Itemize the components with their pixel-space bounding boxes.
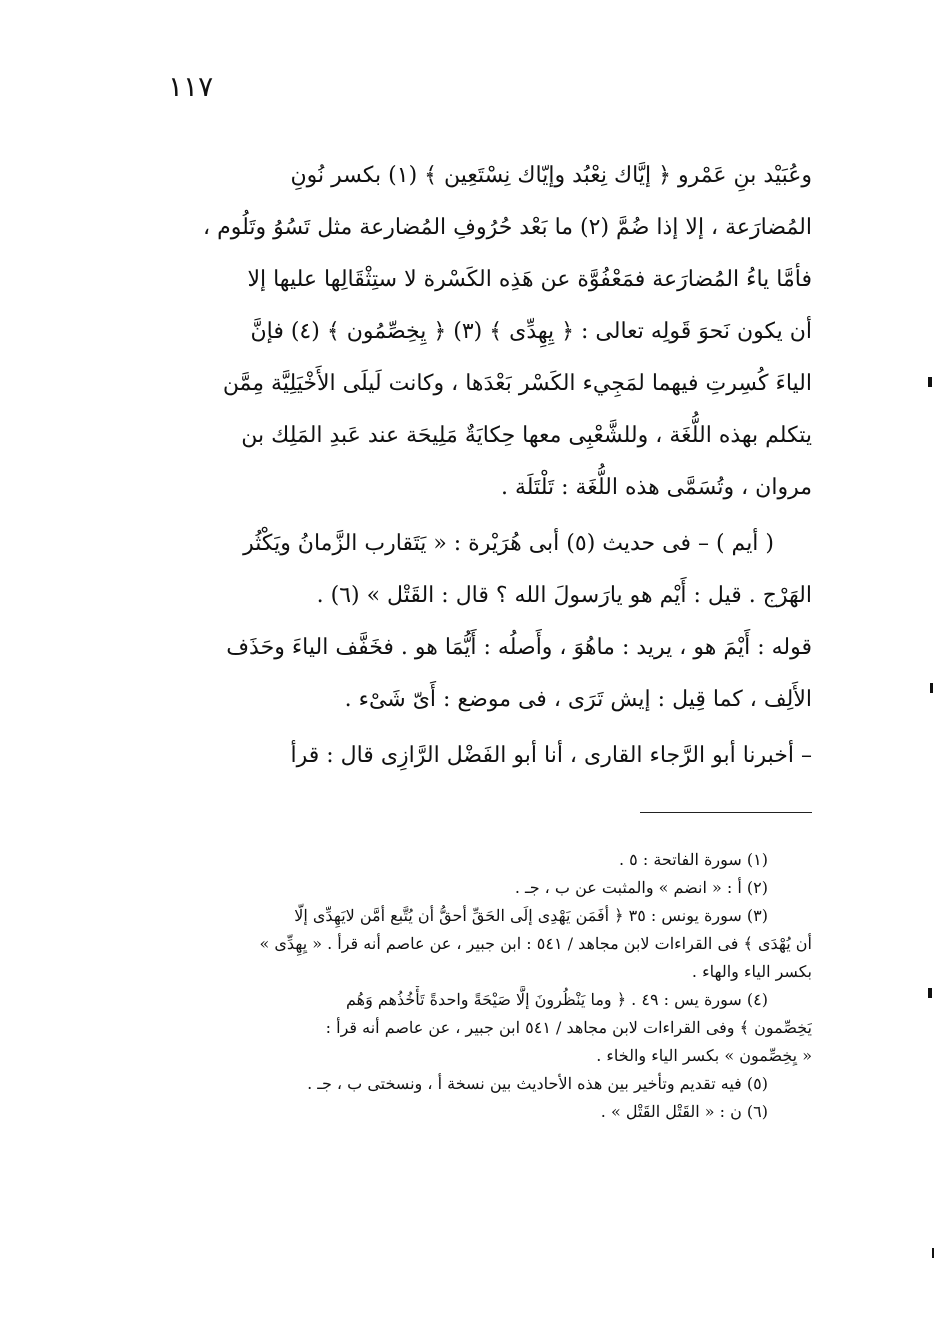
main-text: [136, 150, 812, 782]
text-line: الأَلِف ، كما قِيل : إيش تَرَى ، فى موضع : أَىّ شَىْء .: [344, 687, 812, 712]
text-line: ( أيم ) – فى حديث (٥) أبى هُرَيْرة : « يَتَقارب الزَّمانُ ويَكْثُر: [243, 531, 774, 556]
margin-mark: [930, 683, 933, 693]
footnote-line: (٣) سورة يونس : ٣٥ ﴿ أفَمَن يَهْدِى إلَى الحَقِّ أحقُّ أن يُتَّبع أمَّن لايَهِدِّى إلّا: [294, 906, 768, 925]
text-line: يتكلم بهذه اللُّغَة ، وللشَّعْبِى معها حِكايَةٌ مَلِيحَة عند عَبدِ المَلِك بن: [241, 423, 812, 448]
text-line: الياءَ كُسِرتِ فيهما لمَجِيء الكَسْر بَعْدَها ، وكانت لَيلَى الأَخْيَلِيَّة مِمَّن: [222, 371, 812, 396]
page-number: ١١٧: [168, 70, 214, 103]
margin-mark: [928, 377, 932, 387]
margin-mark: [932, 1248, 934, 1258]
footnote-line: (٦) ن : « القَتْل القَتْل » .: [600, 1102, 768, 1121]
footnote-line: أن يُهْدَى ﴾ فى القراءات لابن مجاهد / ٥٤١ : ابن جبير ، عن عاصم أنه قرأ . « يِهِدِّى »: [259, 934, 812, 953]
footnote-line: يَخِصِّمون ﴾ وفى القراءات لابن مجاهد / ٥٤١ ابن جبير ، عن عاصم أنه قرأ :: [325, 1018, 812, 1037]
margin-mark: [928, 988, 932, 998]
footnote-line: « يِخِصِّمون » بكسر الياء والخاء .: [596, 1046, 812, 1065]
footnote-line: (٥) فيه تقديم وتأخير بين هذه الأحاديث بين نسخة أ ، ونسختى ب ، جـ .: [307, 1074, 768, 1093]
text-line: قوله : أَيْمَ هو ، يريد : ماهُوَ ، وأَصلُه : أَيُّمَا هو . فخَفَّف الياءَ وحَذَف: [226, 635, 812, 660]
footnotes: [136, 846, 812, 1126]
text-line: مروان ، وتُسَمَّى هذه اللُّغَة : تَلْتَلَة .: [500, 475, 812, 500]
footnote-line: (٢) أ : « انضم » والمثبت عن ب ، جـ .: [514, 878, 768, 897]
text-line: الهَرْج . قيل : أَيْم هو يارَسولَ الله ؟ قال : القَتْل » (٦) .: [316, 583, 812, 608]
text-line: – أخبرنا أبو الرَّجاء القارى ، أنا أبو الفَضْل الرَّازِى قال : قرأ: [290, 743, 812, 768]
text-line: المُضارَعة ، إلا إذا ضُمَّ (٢) ما بَعْد حُرُوفِ المُضارعة مثل تَسُوُ وتَلُوم ،: [203, 215, 812, 240]
text-line: فأمَّا ياءُ المُضارَعة فمَعْفُوَّة عن هَذِه الكَسْرة لا ستِثْقَالِها عليها إلا: [247, 267, 812, 292]
footnote-line: بكسر الياء والهاء .: [691, 962, 812, 981]
footnote-line: (٤) سورة يس : ٤٩ . ﴿ وما يَنْظُرونَ إلَّا صَيْحَةً واحدةً تَأْخُذُهم وَهُم: [345, 990, 768, 1009]
text-line: أن يكون نَحوَ قَولِه تعالى : ﴿ يِهِدِّى ﴾ (٣) ﴿ يِخِصِّمُون ﴾ (٤) فإنَّ: [250, 319, 812, 344]
text-line: وعُبَيْد بنِ عَمْرو ﴿ إيَّاك نِعْبُد وإيّاك نِسْتَعِين ﴾ (١) بكسر نُونِ: [290, 163, 812, 188]
footnote-separator: [640, 812, 812, 813]
footnote-line: (١) سورة الفاتحة : ٥ .: [618, 850, 768, 869]
